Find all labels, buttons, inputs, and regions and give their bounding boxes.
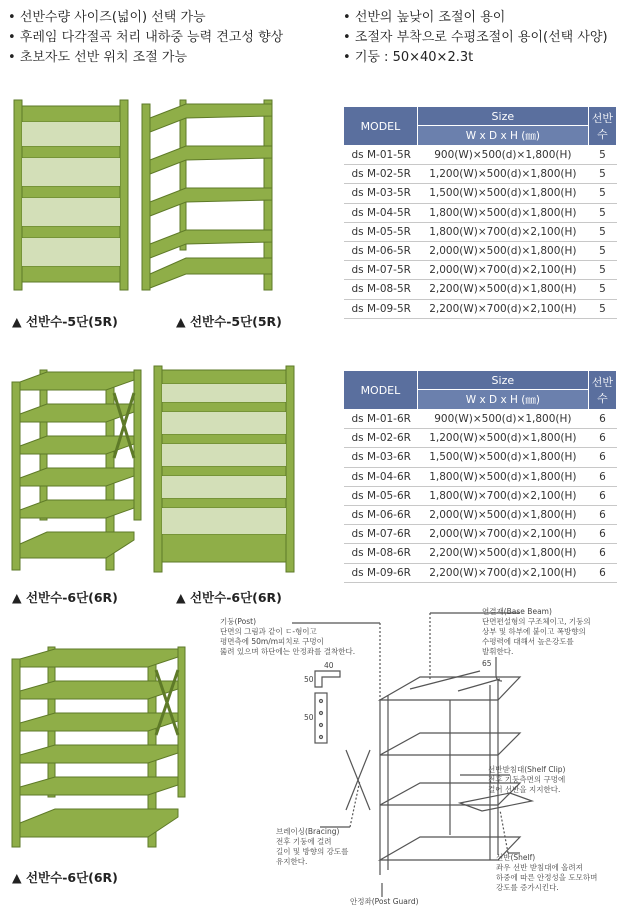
col-size: Size — [417, 107, 588, 126]
cell-size: 1,500(W)×500(d)×1,800(H) — [417, 448, 588, 467]
cell-count: 6 — [588, 410, 616, 429]
spec-table-6r — [343, 370, 617, 583]
cell-size: 1,800(W)×700(d)×2,100(H) — [417, 486, 588, 505]
cell-count: 6 — [588, 525, 616, 544]
cell-size: 1,800(W)×500(d)×1,800(H) — [417, 203, 588, 222]
table-row — [344, 448, 617, 467]
cell-count: 5 — [588, 299, 616, 318]
note-line: 연결재(Base Beam) — [482, 607, 552, 616]
table-row — [344, 410, 617, 429]
cell-size: 2,000(W)×700(d)×2,100(H) — [417, 525, 588, 544]
note-line: 전후 기둥에 걸려 — [276, 837, 332, 846]
table-row — [344, 467, 617, 486]
col-count: 선반수 — [588, 107, 616, 146]
table-row — [344, 241, 617, 260]
feature-item: • 선반의 높낮이 조절이 용이 — [343, 8, 623, 28]
cell-model: ds M-03-5R — [344, 184, 418, 203]
table-row — [344, 146, 617, 165]
cell-model: ds M-07-6R — [344, 525, 418, 544]
cell-count: 5 — [588, 184, 616, 203]
features-left — [8, 8, 338, 68]
cell-model: ds M-02-5R — [344, 165, 418, 184]
table-row — [344, 563, 617, 582]
note-line: 좌우 선반 받침대에 올려져 — [496, 863, 583, 872]
table-row — [344, 525, 617, 544]
table-row — [344, 184, 617, 203]
feature-item: • 조절자 부착으로 수평조절이 용이(선택 사양) — [343, 28, 623, 48]
table-row — [344, 222, 617, 241]
note-line: 걸어 선반을 지지한다. — [488, 785, 561, 794]
note-line: 강도를 증가시킨다. — [496, 883, 559, 892]
cell-size: 1,200(W)×500(d)×1,800(H) — [417, 429, 588, 448]
note-shelf-clip — [488, 765, 618, 795]
cell-count: 5 — [588, 280, 616, 299]
cell-size: 1,800(W)×500(d)×1,800(H) — [417, 467, 588, 486]
note-line: 브레이싱(Bracing) — [276, 827, 340, 836]
cell-model: ds M-06-5R — [344, 241, 418, 260]
col-model: MODEL — [344, 107, 418, 146]
table-row — [344, 505, 617, 524]
dim-65: 65 — [482, 659, 492, 668]
cell-count: 5 — [588, 146, 616, 165]
cell-model: ds M-09-6R — [344, 563, 418, 582]
col-dims: W x D x H (㎜) — [417, 126, 588, 146]
cell-size: 2,000(W)×500(d)×1,800(H) — [417, 241, 588, 260]
table-row — [344, 429, 617, 448]
table-row — [344, 544, 617, 563]
note-shelf — [496, 853, 620, 893]
note-line: 평면측에 50m/m피치로 구멍이 — [220, 637, 324, 646]
cell-size: 2,200(W)×500(d)×1,800(H) — [417, 280, 588, 299]
cell-model: ds M-02-6R — [344, 429, 418, 448]
cell-count: 6 — [588, 505, 616, 524]
cell-size: 1,500(W)×500(d)×1,800(H) — [417, 184, 588, 203]
table-row — [344, 486, 617, 505]
dim-40: 40 — [324, 661, 334, 670]
cell-count: 6 — [588, 467, 616, 486]
cell-count: 5 — [588, 222, 616, 241]
shelf-image-6r-a — [10, 368, 145, 573]
cell-count: 6 — [588, 429, 616, 448]
table-row — [344, 261, 617, 280]
note-line: 수평력에 대해서 높은강도를 — [482, 637, 574, 646]
cell-count: 6 — [588, 486, 616, 505]
cell-size: 900(W)×500(d)×1,800(H) — [417, 146, 588, 165]
note-line: 선반(Shelf) — [496, 853, 536, 862]
col-model: MODEL — [344, 371, 418, 410]
note-bracing — [276, 827, 386, 867]
note-base-beam — [482, 607, 622, 657]
spec-table-5r — [343, 106, 617, 319]
cell-size: 2,000(W)×500(d)×1,800(H) — [417, 505, 588, 524]
cell-size: 1,800(W)×700(d)×2,100(H) — [417, 222, 588, 241]
cell-model: ds M-04-5R — [344, 203, 418, 222]
note-line: 상부 및 하부에 붙이고 폭방향의 — [482, 627, 586, 636]
note-post — [220, 617, 400, 657]
note-line: 선반받침대(Shelf Clip) — [488, 765, 566, 774]
col-size: Size — [417, 371, 588, 390]
caption-6r-c: ▲ 선반수-6단(6R) — [12, 870, 118, 885]
parts-diagram — [220, 605, 620, 915]
note-line: 길이 및 방향의 강도를 — [276, 847, 349, 856]
note-line: 단면편설형의 구조체이고, 기둥의 — [482, 617, 591, 626]
note-line: 발휘한다. — [482, 647, 514, 656]
note-line: 뚫려 있으며 하단에는 안정좌를 결착한다. — [220, 647, 356, 656]
note-post-guard: 안정좌(Post Guard) — [350, 897, 419, 906]
cell-model: ds M-08-6R — [344, 544, 418, 563]
cell-count: 6 — [588, 544, 616, 563]
cell-model: ds M-07-5R — [344, 261, 418, 280]
table-row — [344, 280, 617, 299]
table-row — [344, 299, 617, 318]
cell-count: 6 — [588, 563, 616, 582]
cell-model: ds M-01-6R — [344, 410, 418, 429]
cell-size: 900(W)×500(d)×1,800(H) — [417, 410, 588, 429]
note-line: 기둥(Post) — [220, 617, 257, 626]
cell-size: 1,200(W)×500(d)×1,800(H) — [417, 165, 588, 184]
features-right — [343, 8, 623, 68]
cell-size: 2,000(W)×700(d)×2,100(H) — [417, 261, 588, 280]
note-line: 유지한다. — [276, 857, 308, 866]
feature-item: • 초보자도 선반 위치 조절 가능 — [8, 48, 338, 68]
col-count: 선반수 — [588, 371, 616, 410]
caption-6r-a: ▲ 선반수-6단(6R) — [12, 590, 118, 605]
cell-model: ds M-05-5R — [344, 222, 418, 241]
shelf-image-5r-b — [140, 98, 275, 293]
shelf-image-6r-c — [10, 645, 190, 850]
feature-item: • 기둥 : 50×40×2.3t — [343, 48, 623, 68]
cell-model: ds M-03-6R — [344, 448, 418, 467]
note-line: 단면의 그림과 같이 ㄷ-형이고 — [220, 627, 317, 636]
caption-5r-a: ▲ 선반수-5단(5R) — [12, 314, 118, 329]
cell-model: ds M-05-6R — [344, 486, 418, 505]
dim-50: 50 — [304, 675, 314, 684]
dim-50b: 50 — [304, 713, 314, 722]
cell-count: 5 — [588, 165, 616, 184]
cell-model: ds M-06-6R — [344, 505, 418, 524]
table-row — [344, 165, 617, 184]
feature-item: • 선반수량 사이즈(넓이) 선택 가능 — [8, 8, 338, 28]
caption-6r-b: ▲ 선반수-6단(6R) — [176, 590, 282, 605]
cell-count: 5 — [588, 241, 616, 260]
shelf-image-6r-b — [152, 364, 297, 574]
note-line: 하중에 따른 안정성을 도모하며 — [496, 873, 598, 882]
cell-size: 2,200(W)×700(d)×2,100(H) — [417, 299, 588, 318]
cell-count: 5 — [588, 261, 616, 280]
cell-model: ds M-08-5R — [344, 280, 418, 299]
cell-model: ds M-09-5R — [344, 299, 418, 318]
cell-count: 5 — [588, 203, 616, 222]
table-row — [344, 203, 617, 222]
note-line: 전후 기둥측면의 구멍에 — [488, 775, 566, 784]
cell-model: ds M-01-5R — [344, 146, 418, 165]
cell-model: ds M-04-6R — [344, 467, 418, 486]
cell-size: 2,200(W)×500(d)×1,800(H) — [417, 544, 588, 563]
cell-count: 6 — [588, 448, 616, 467]
cell-size: 2,200(W)×700(d)×2,100(H) — [417, 563, 588, 582]
feature-item: • 후레임 다각절곡 처리 내하중 능력 견고성 향상 — [8, 28, 338, 48]
caption-5r-b: ▲ 선반수-5단(5R) — [176, 314, 282, 329]
col-dims: W x D x H (㎜) — [417, 390, 588, 410]
shelf-image-5r-a — [10, 98, 135, 293]
